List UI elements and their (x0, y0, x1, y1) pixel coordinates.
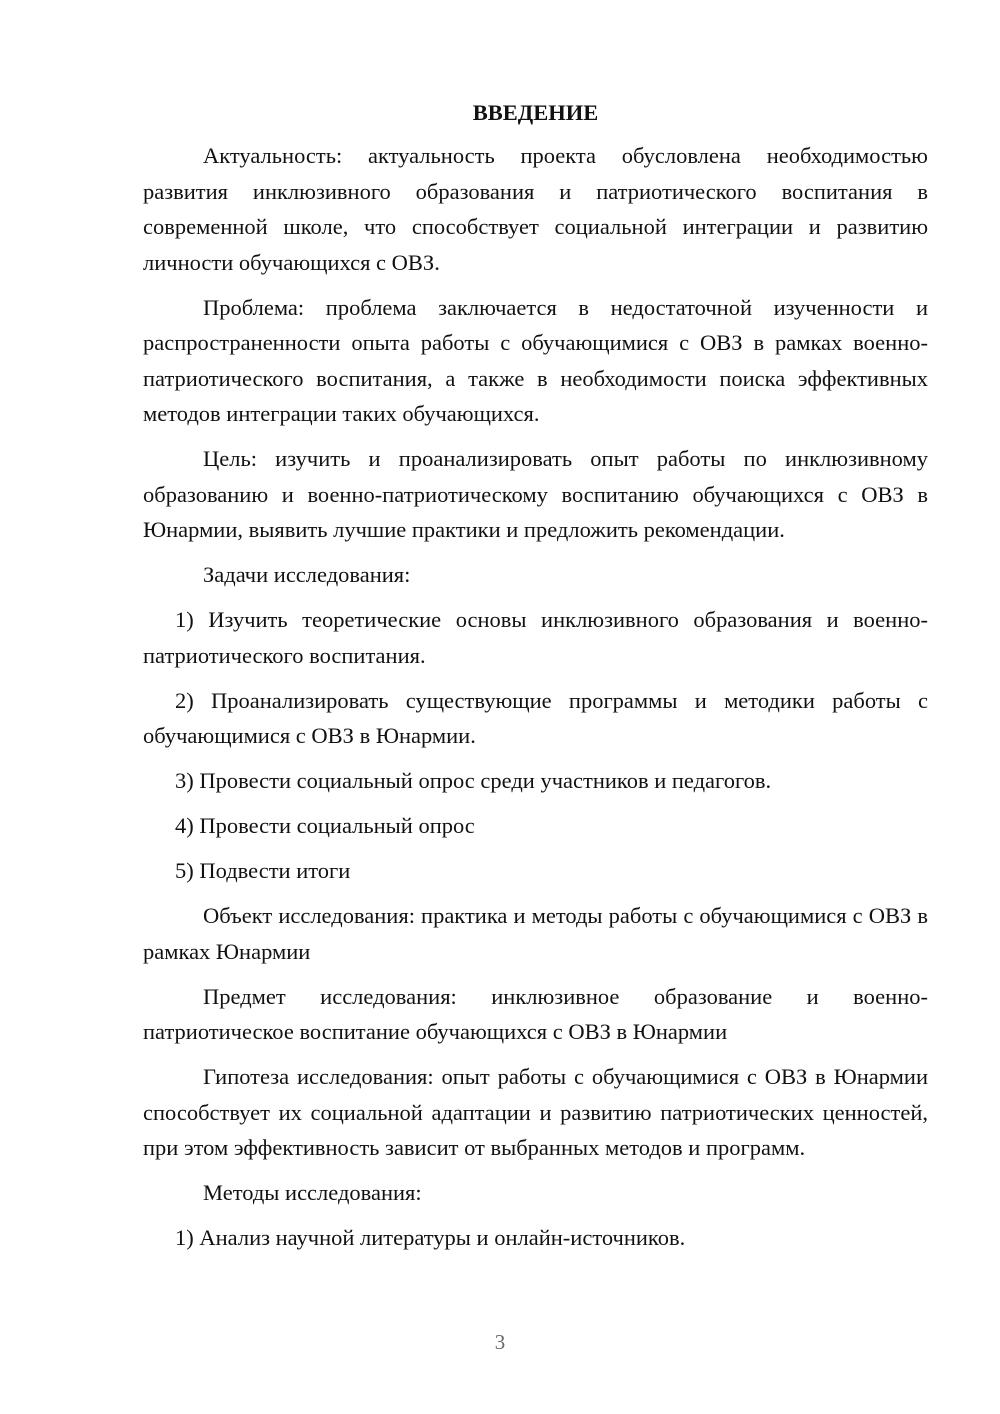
page-title: ВВЕДЕНИЕ (472, 100, 599, 125)
page-number: 3 (494, 1330, 506, 1354)
relevance-paragraph: Актуальность: актуальность проекта обусловлена необходимостью развития инклюзивного образования и патриотического воспитания в современной школе, что способствует социальной интеграции и развитию личности обучающихся с ОВЗ. (143, 143, 928, 275)
goal-paragraph: Цель: изучить и проанализировать опыт работы по инклюзивному образованию и военно-патриотическому воспитанию обучающихся с ОВЗ в Юнармии, выявить лучшие практики и предложить рекомендации. (143, 446, 928, 542)
method-item: 1) Анализ научной литературы и онлайн-источников. (175, 1225, 686, 1250)
object-paragraph: Объект исследования: практика и методы работы с обучающимися с ОВЗ в рамках Юнармии (143, 903, 928, 964)
subject-paragraph: Предмет исследования: инклюзивное образование и военно-патриотическое воспитание обучающихся с ОВЗ в Юнармии (143, 983, 928, 1044)
task-item: 3) Провести социальный опрос среди участников и педагогов. (175, 768, 772, 793)
task-item: 2) Проанализировать существующие программы и методики работы с обучающимися с ОВЗ в Юнармии. (143, 687, 928, 748)
task-item: 1) Изучить теоретические основы инклюзивного образования и военно-патриотического воспитания. (143, 607, 928, 668)
document-page (143, 95, 928, 1265)
hypothesis-paragraph: Гипотеза исследования: опыт работы с обучающимися с ОВЗ в Юнармии способствует их социальной адаптации и развитию патриотических ценностей, при этом эффективность зависит от выбранных методов и программ. (143, 1064, 928, 1160)
task-item: 4) Провести социальный опрос (175, 813, 475, 838)
methods-heading: Методы исследования: (203, 1180, 422, 1205)
task-item: 5) Подвести итоги (175, 858, 351, 883)
tasks-heading: Задачи исследования: (203, 562, 411, 587)
problem-paragraph: Проблема: проблема заключается в недостаточной изученности и распространенности опыта работы с обучающимися с ОВЗ в рамках военно-патриотического воспитания, а также в необходимости поиска эффективных методов интеграции таких обучающихся. (143, 294, 928, 426)
